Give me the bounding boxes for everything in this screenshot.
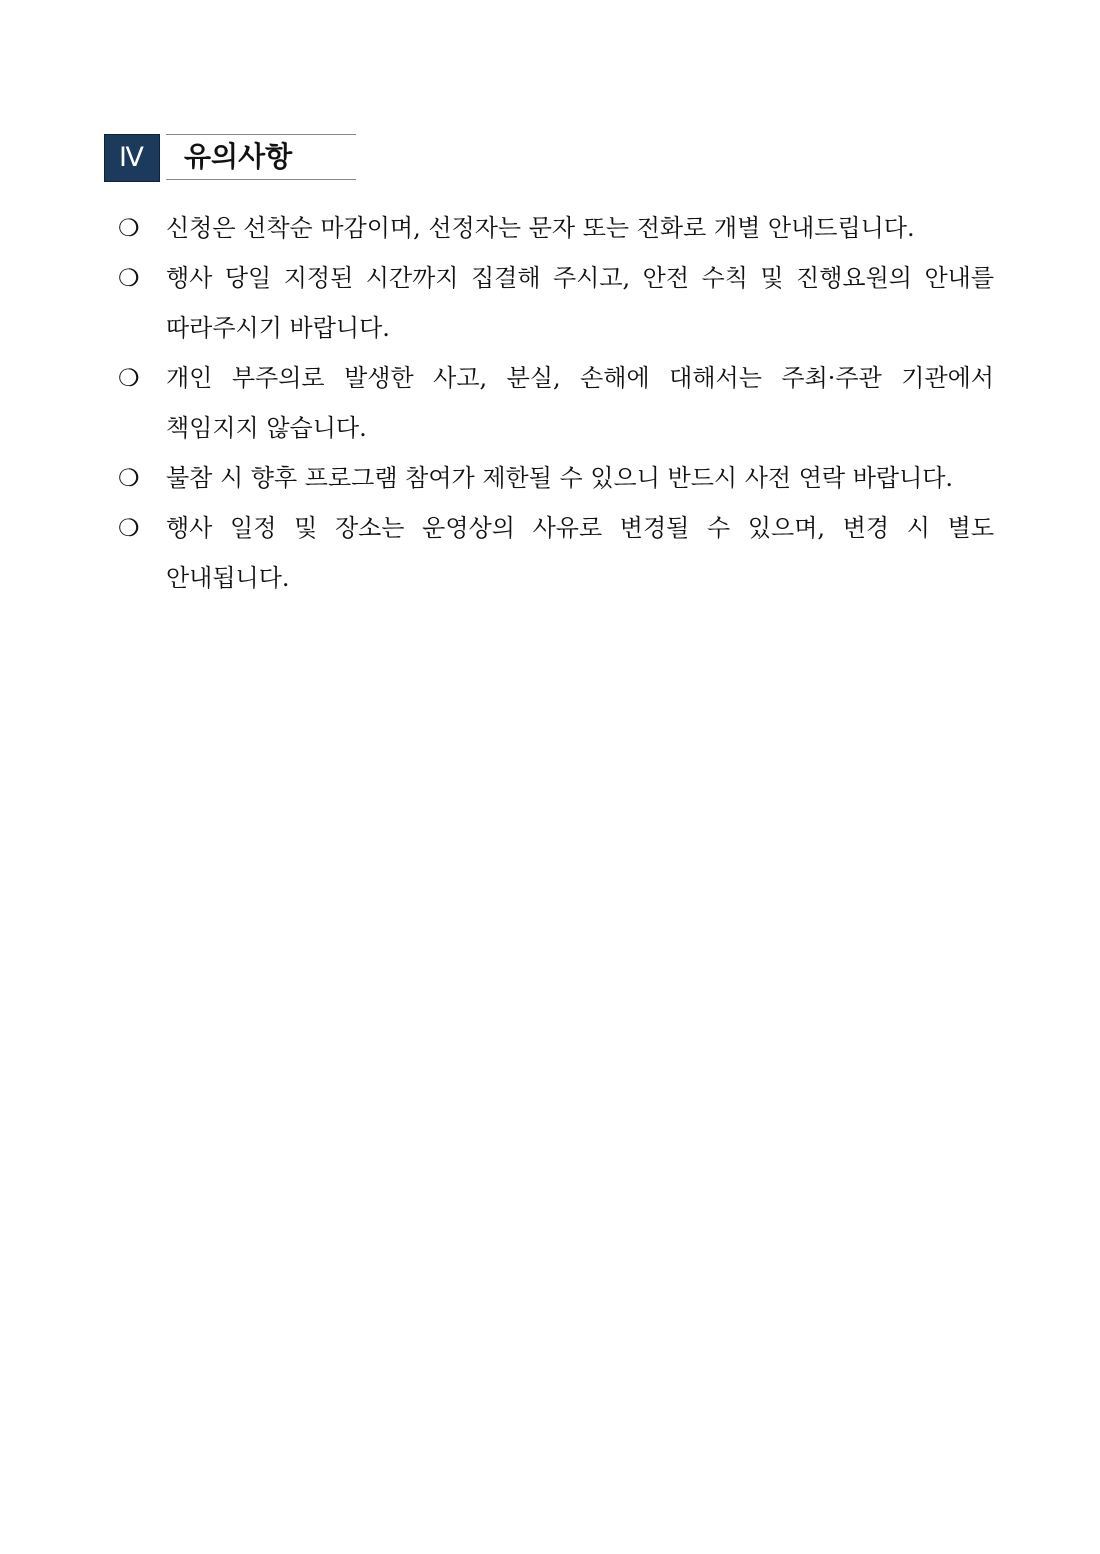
- note-item-1: [118, 203, 994, 253]
- circle-bullet-icon: ❍: [118, 514, 140, 542]
- section-number-badge: Ⅳ: [104, 134, 160, 182]
- circle-bullet-icon: ❍: [118, 214, 140, 242]
- circle-bullet-icon: ❍: [118, 264, 140, 292]
- section-title-box: [166, 134, 356, 180]
- note-text: 행사 일정 및 장소는 운영상의 사유로 변경될 수 있으며, 변경 시 별도 안내됩니다.: [166, 514, 994, 592]
- note-item-2: [118, 253, 994, 353]
- note-item-3: [118, 353, 994, 453]
- note-text: 행사 당일 지정된 시간까지 집결해 주시고, 안전 수칙 및 진행요원의 안내를 따라주시기 바랍니다.: [166, 264, 994, 342]
- section-header: [104, 134, 356, 182]
- note-text: 불참 시 향후 프로그램 참여가 제한될 수 있으니 반드시 사전 연락 바랍니다.: [166, 464, 954, 492]
- notes-list: [118, 203, 994, 603]
- note-item-4: [118, 453, 994, 503]
- section-title: 유의사항: [184, 140, 293, 173]
- circle-bullet-icon: ❍: [118, 364, 140, 392]
- note-text: 신청은 선착순 마감이며, 선정자는 문자 또는 전화로 개별 안내드립니다.: [166, 214, 915, 242]
- circle-bullet-icon: ❍: [118, 464, 140, 492]
- note-item-5: [118, 503, 994, 603]
- note-text: 개인 부주의로 발생한 사고, 분실, 손해에 대해서는 주최·주관 기관에서 책임지지 않습니다.: [166, 364, 994, 442]
